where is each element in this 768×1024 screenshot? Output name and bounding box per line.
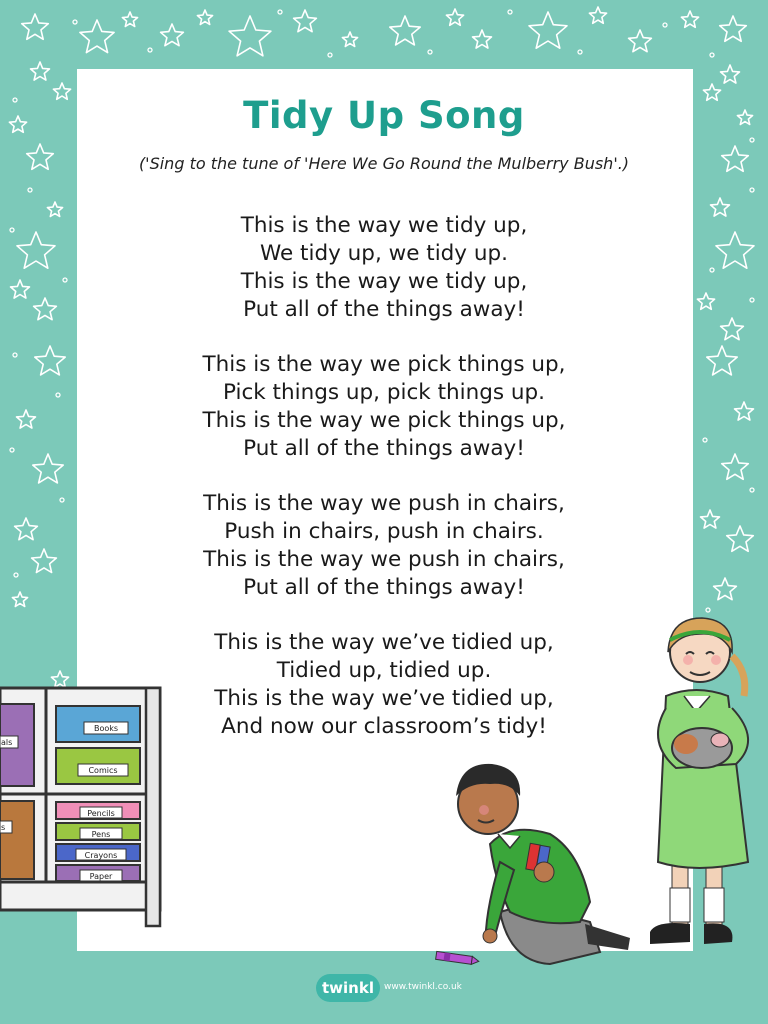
- dot-decoration: [508, 10, 512, 14]
- star-icon: [294, 10, 317, 32]
- lyric-line: And now our classroom’s tidy!: [221, 714, 547, 739]
- lyric-line: Put all of the things away!: [243, 297, 525, 322]
- shelf-label: Pencils: [87, 809, 115, 818]
- star-icon: [122, 12, 137, 27]
- dot-decoration: [750, 188, 754, 192]
- dot-decoration: [148, 48, 152, 52]
- star-icon: [681, 11, 698, 27]
- lyric-line: This is the way we tidy up,: [240, 213, 528, 238]
- star-icon: [229, 16, 271, 56]
- star-icon: [720, 16, 747, 41]
- crayon-icon: [430, 948, 480, 968]
- dot-decoration: [28, 188, 32, 192]
- shelf-label: s: [1, 823, 6, 832]
- dot-decoration: [73, 20, 77, 24]
- song-tune-note: ('Sing to the tune of 'Here We Go Round the Mulberry Bush'.): [138, 154, 630, 173]
- girl-with-guinea-pig-illustration: [636, 612, 768, 964]
- page-title: Tidy Up Song: [243, 94, 525, 137]
- shelf-label: Books: [93, 724, 119, 733]
- shelf-label: Pens: [91, 830, 111, 839]
- dot-decoration: [278, 10, 282, 14]
- twinkl-logo-icon: twinkl: [316, 974, 380, 1002]
- star-icon: [721, 65, 740, 83]
- dot-decoration: [578, 50, 582, 54]
- boy-pushing-crayon-illustration: [440, 752, 640, 977]
- lyric-line: This is the way we push in chairs,: [203, 491, 565, 516]
- lyric-line: Tidied up, tidied up.: [276, 658, 492, 683]
- lyric-line: This is the way we tidy up,: [240, 269, 528, 294]
- shelf-label: Paper: [89, 872, 113, 881]
- lyric-line: Put all of the things away!: [243, 436, 525, 461]
- verse-1: [0, 212, 768, 324]
- star-icon: [80, 20, 114, 53]
- dot-decoration: [710, 53, 714, 57]
- lyric-line: We tidy up, we tidy up.: [260, 241, 508, 266]
- star-icon: [31, 62, 50, 80]
- lyric-line: This is the way we push in chairs,: [203, 547, 565, 572]
- shelf-label: als: [1, 738, 13, 747]
- star-icon: [446, 9, 463, 25]
- dot-decoration: [663, 23, 667, 27]
- star-icon: [390, 16, 420, 45]
- star-icon: [161, 24, 184, 46]
- lyric-line: Pick things up, pick things up.: [222, 380, 546, 405]
- lyric-line: This is the way we’ve tidied up,: [214, 686, 554, 711]
- verse-3: [0, 490, 768, 602]
- dot-decoration: [328, 53, 332, 57]
- star-icon: [529, 12, 567, 48]
- star-icon: [589, 7, 606, 23]
- star-icon: [629, 30, 652, 52]
- lyric-line: This is the way we pick things up,: [202, 352, 566, 377]
- star-icon: [22, 14, 49, 39]
- shelf-label: Comics: [88, 766, 118, 775]
- lyric-line: This is the way we pick things up,: [202, 408, 566, 433]
- dot-decoration: [750, 138, 754, 142]
- star-icon: [342, 32, 357, 47]
- verse-2: [0, 351, 768, 463]
- shelf-label: Crayons: [84, 851, 118, 860]
- lyric-line: Put all of the things away!: [243, 575, 525, 600]
- star-icon: [473, 30, 492, 48]
- dot-decoration: [428, 50, 432, 54]
- lyric-line: This is the way we’ve tidied up,: [214, 630, 554, 655]
- lyric-line: Push in chairs, push in chairs.: [224, 519, 544, 544]
- star-icon: [197, 10, 212, 25]
- storage-shelf-illustration: [0, 686, 165, 931]
- footer-url: www.twinkl.co.uk: [384, 982, 462, 992]
